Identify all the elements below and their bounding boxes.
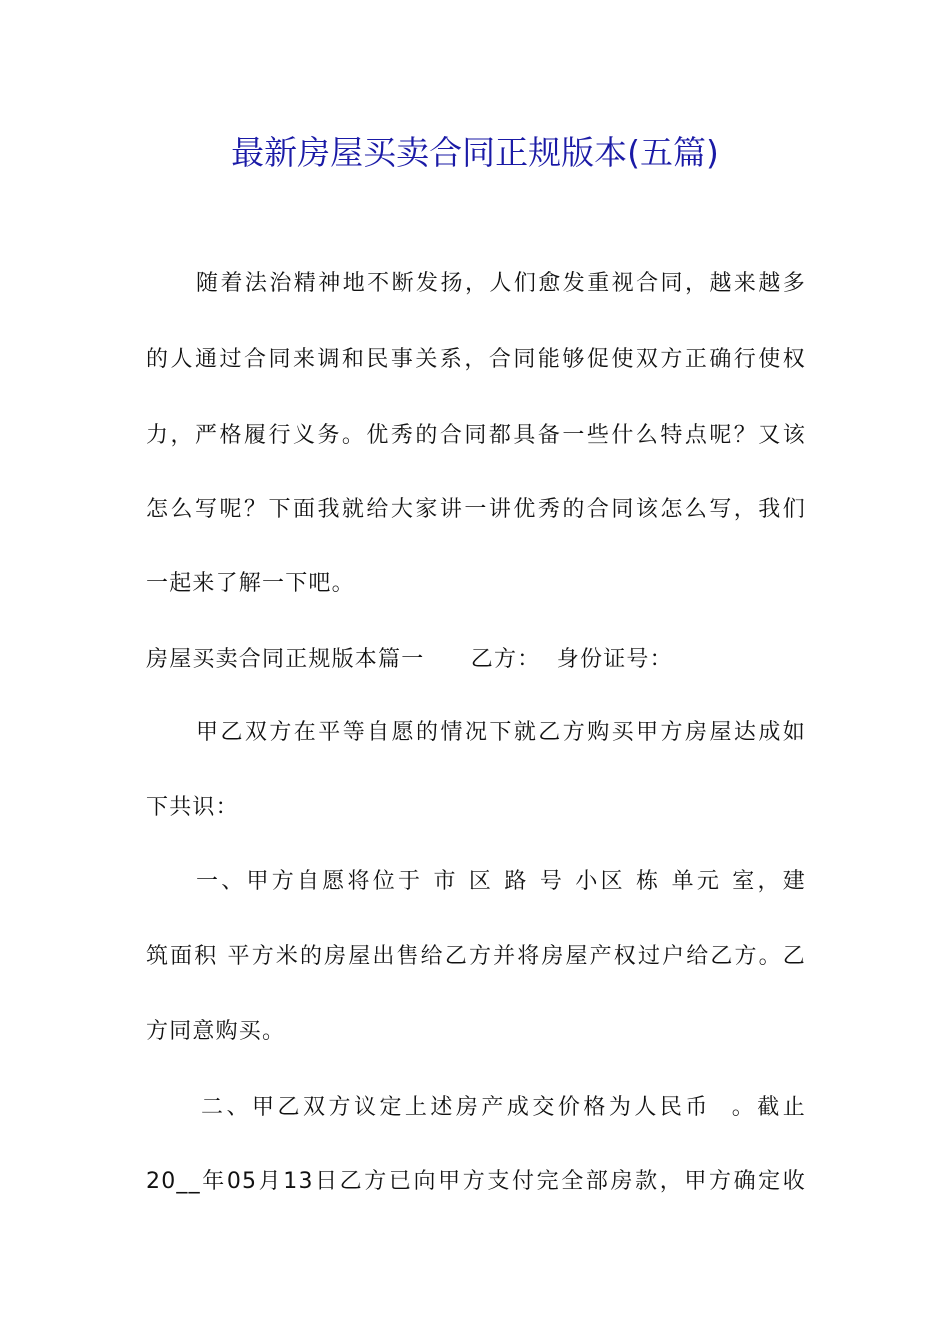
paragraph-line: 力，严格履行义务。优秀的合同都具备一些什么特点呢？又该 (146, 423, 806, 448)
paragraph-line: 的人通过合同来调和民事关系，合同能够促使双方正确行使权 (146, 347, 806, 372)
paragraph-line: 下共识： (146, 795, 239, 820)
paragraph-line: 筑面积 平方米的房屋出售给乙方并将房屋产权过户给乙方。乙 (146, 944, 806, 969)
paragraph-line: 随着法治精神地不断发扬，人们愈发重视合同，越来越多 (196, 271, 806, 296)
paragraph-line: 甲乙双方在平等自愿的情况下就乙方购买甲方房屋达成如 (196, 720, 806, 745)
paragraph-line: 20__年05月13日乙方已向甲方支付完全部房款，甲方确定收 (146, 1169, 806, 1194)
paragraph-line: 怎么写呢？下面我就给大家讲一讲优秀的合同该怎么写，我们 (146, 497, 806, 522)
paragraph-line: 二、甲乙双方议定上述房产成交价格为人民币 。截止 (201, 1095, 806, 1120)
paragraph-line: 一起来了解一下吧。 (146, 571, 355, 596)
paragraph-line: 方同意购买。 (146, 1019, 286, 1044)
document-title: 最新房屋买卖合同正规版本(五篇) (231, 133, 719, 172)
paragraph-line: 一、甲方自愿将位于 市 区 路 号 小区 栋 单元 室，建 (196, 869, 806, 894)
section-heading: 房屋买卖合同正规版本篇一 乙方： 身份证号： (146, 647, 673, 672)
